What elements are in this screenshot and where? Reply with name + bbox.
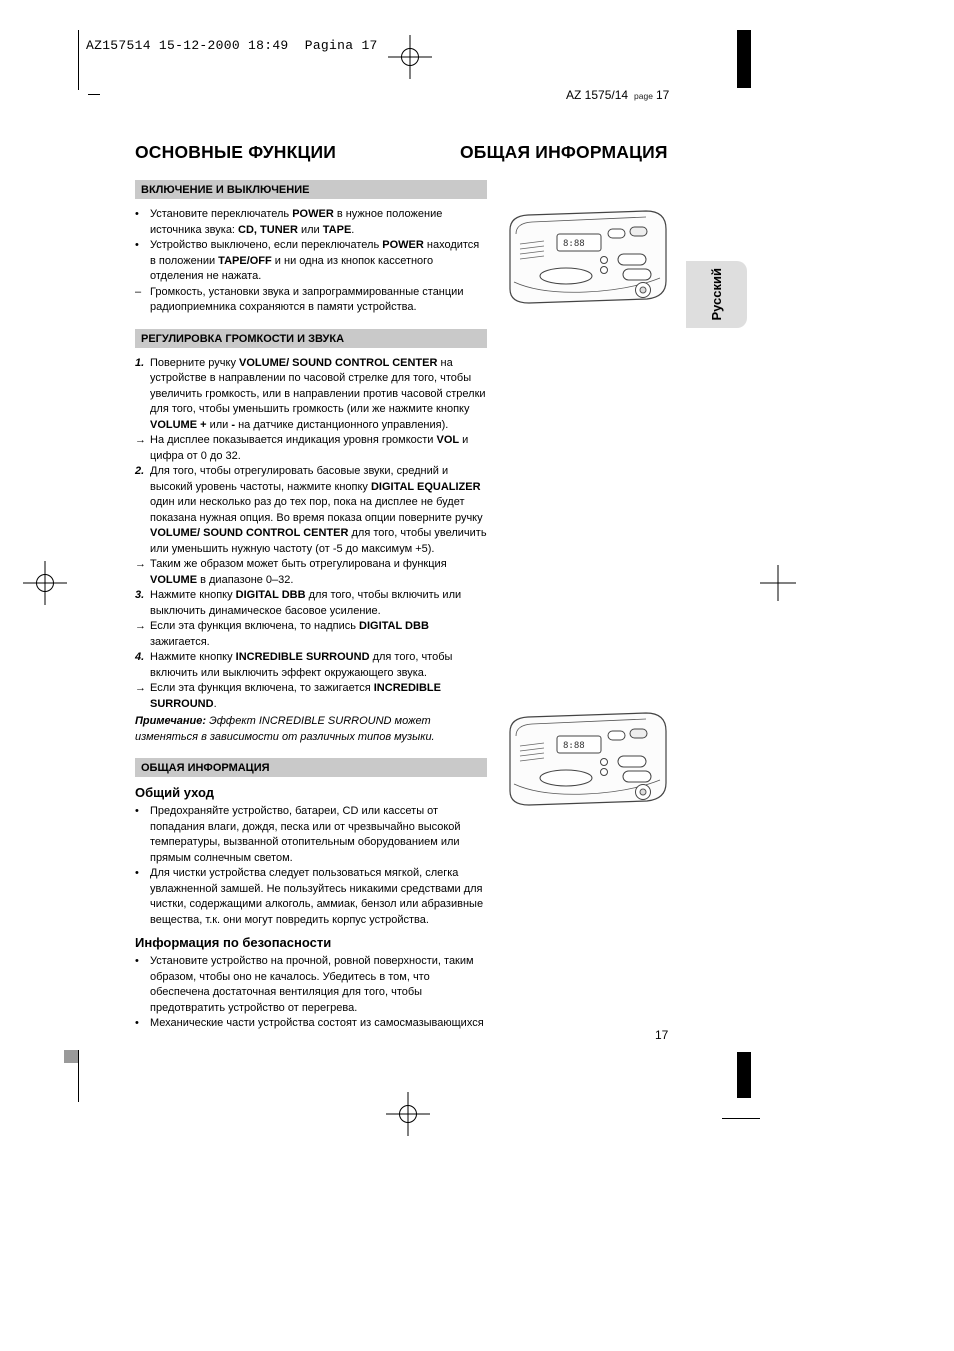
list-item: → На дисплее показывается индикация уровня громкости VOL и цифра от 0 до 32. xyxy=(135,433,487,464)
device-illustration-top xyxy=(500,204,672,308)
list-marker: – xyxy=(135,285,142,298)
crop-mark-bottom-left-vline xyxy=(78,1050,79,1102)
registration-mark-right-middle xyxy=(760,565,796,601)
color-bar-top-right xyxy=(737,30,751,88)
crop-mark-top-left-vline xyxy=(78,30,79,90)
list-item: 4. Нажмите кнопку INCREDIBLE SURROUND для того, чтобы включить или выключить эффект окружающего звука. xyxy=(135,650,487,681)
list-marker: → xyxy=(135,558,146,570)
model-code: AZ 1575/14 xyxy=(566,88,629,102)
list-marker: • xyxy=(135,1017,139,1029)
list-marker: 1. xyxy=(135,356,145,369)
list-item: → Если эта функция включена, то надпись DIGITAL DBB зажигается. xyxy=(135,619,487,650)
note-paragraph: Примечание: Эффект INCREDIBLE SURROUND может изменяться в зависимости от различных типов музыки. xyxy=(135,715,435,743)
list-marker: 3. xyxy=(135,589,145,601)
list-marker: • xyxy=(135,239,139,251)
list-marker: • xyxy=(135,867,139,879)
content-flow xyxy=(135,180,487,1032)
color-bar-bottom-right xyxy=(737,1052,751,1098)
list-item: • Устройство выключено, если переключатель POWER находится в положении TAPE/OFF и ни одна из кнопок кассетного отделения не нажата. xyxy=(135,238,487,285)
list-item: • Установите устройство на прочной, ровной поверхности, таким образом, чтобы оно не качалось. Убедитесь в том, что обеспечена достаточная вентиляция для того, чтобы предотвратить устройство от перегрева. xyxy=(135,954,487,1016)
list-marker: • xyxy=(135,208,139,220)
section-header: ОБЩАЯ ИНФОРМАЦИЯ xyxy=(135,758,487,777)
print-job-header: AZ157514 15-12-2000 18:49 Pagina 17 xyxy=(86,38,378,53)
subsection-title: Общий уход xyxy=(135,785,215,800)
section-header: ВКЛЮЧЕНИЕ И ВЫКЛЮЧЕНИЕ xyxy=(135,180,487,199)
registration-mark-top-center xyxy=(388,35,432,79)
list-marker: 2. xyxy=(135,465,145,477)
page-ref-number: 17 xyxy=(655,88,670,102)
language-tab-russian xyxy=(686,261,747,328)
list-item: → Если эта функция включена, то зажигается INCREDIBLE SURROUND. xyxy=(135,681,487,712)
page-title-left: ОСНОВНЫЕ ФУНКЦИИ xyxy=(135,142,337,162)
language-tab-label: Русский xyxy=(709,268,724,321)
device-illustration-bottom xyxy=(500,706,672,810)
list-marker: 4. xyxy=(135,651,145,663)
crop-mark-top-left-tick xyxy=(88,94,100,95)
page-reference xyxy=(566,88,669,102)
list-item: 2. Для того, чтобы отрегулировать басовые звуки, средний и высокий уровень частоты, нажмите кнопку DIGITAL EQUALIZER один или несколько раз до тех пор, пока на дисплее не будет показана нужная опция. Во время показа опции поверните ручку VOLUME/ SOUND CONTROL CENTER для того, чтобы увеличить или уменьшить нужную частоту (от -5 до максимум +5). xyxy=(135,464,487,557)
list-item: 3. Нажмите кнопку DIGITAL DBB для того, чтобы включить или выключить динамическое басовое усиление. xyxy=(135,588,487,619)
list-marker: → xyxy=(135,682,146,694)
list-marker: • xyxy=(135,805,139,817)
svg-text:8:88: 8:88 xyxy=(563,741,585,751)
list-marker: • xyxy=(135,955,139,967)
list-item: – Громкость, установки звука и запрограммированные станции радиоприемника сохраняются в памяти устройства. xyxy=(135,285,487,316)
registration-mark-bottom-center xyxy=(386,1092,430,1136)
gray-patch-bottom-left xyxy=(64,1050,78,1063)
page-title-right: ОБЩАЯ ИНФОРМАЦИЯ xyxy=(460,142,668,162)
crop-mark-bottom-right-tick xyxy=(722,1118,760,1119)
list-item: 1. Поверните ручку VOLUME/ SOUND CONTROL CENTER на устройстве в направлении по часовой стрелке для того, чтобы увеличить громкость, или в направлении против часовой стрелки для того, чтобы уменьшить громкость (или же нажмите кнопку VOLUME + или - на датчике дистанционного управления). xyxy=(135,356,487,434)
page-number: 17 xyxy=(655,1028,669,1042)
list-item: • Для чистки устройства следует пользоваться мягкой, слегка увлажненной замшей. Не пользуйтесь никакими средствами для чистки, содержащими алкоголь, аммиак, бензол или абразивные вещества, т.к. они могут повредить корпус устройства. xyxy=(135,866,487,928)
list-item: → Таким же образом может быть отрегулирована и функция VOLUME в диапазоне 0–32. xyxy=(135,557,487,588)
list-marker: → xyxy=(135,434,146,446)
section-header: РЕГУЛИРОВКА ГРОМКОСТИ И ЗВУКА xyxy=(135,329,487,348)
svg-text:8:88: 8:88 xyxy=(563,239,585,249)
list-item: • Установите переключатель POWER в нужное положение источника звука: CD, TUNER или TAPE. xyxy=(135,207,487,238)
list-marker: → xyxy=(135,620,146,632)
list-item: • Механические части устройства состоят из самосмазывающихся xyxy=(135,1016,487,1032)
page-word: page xyxy=(634,91,653,101)
subsection-title: Информация по безопасности xyxy=(135,935,332,950)
list-item: • Предохраняйте устройство, батареи, CD или кассеты от попадания влаги, дождя, песка или от чрезвычайно высокой температуры, вызванной отопительным оборудованием или прямым солнечным светом. xyxy=(135,804,487,866)
registration-mark-left-middle xyxy=(23,561,67,605)
